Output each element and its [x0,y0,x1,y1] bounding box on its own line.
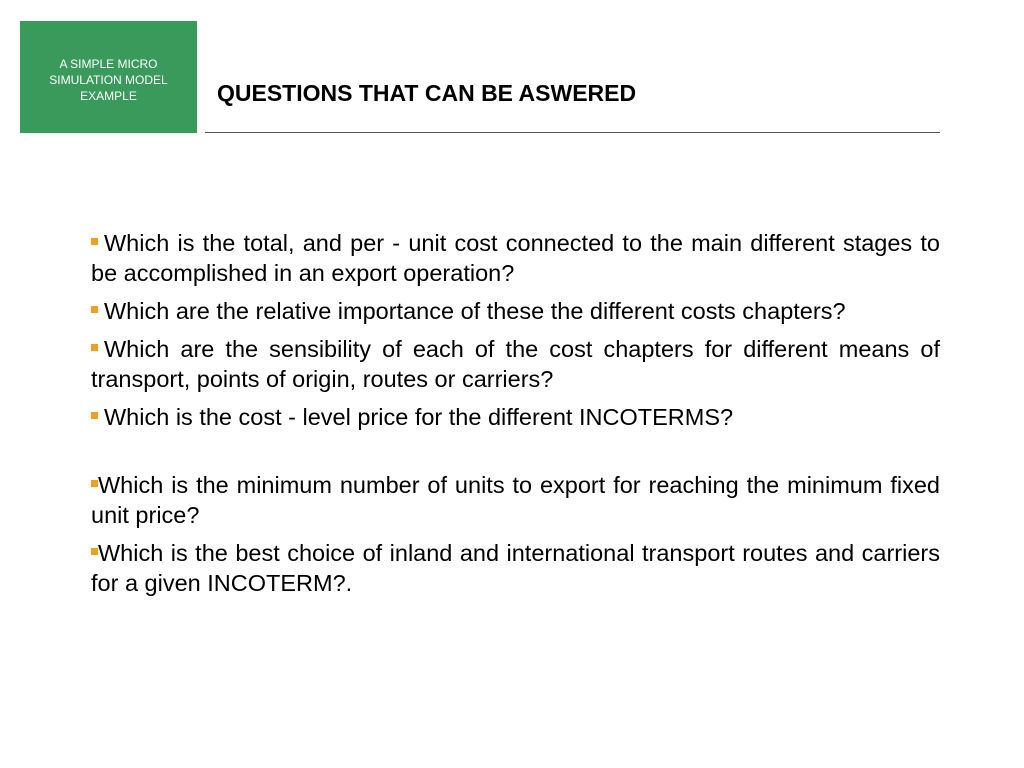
orange-square-bullet-icon [91,306,98,313]
question-text: Which is the best choice of inland and international transport routes and carriers for a given INCOTERM?. [91,540,940,596]
question-item [91,470,940,530]
question-item [91,296,940,326]
question-item [91,402,940,432]
question-text: Which is the cost - level price for the different INCOTERMS? [104,404,734,430]
question-text: Which are the sensibility of each of the cost chapters for different means of transport, points of origin, routes or carriers? [91,336,940,392]
question-text: Which is the total, and per - unit cost connected to the main different stages to be accomplished in an export operation? [91,230,940,286]
section-header-box [20,21,197,133]
slide-title: QUESTIONS THAT CAN BE ASWERED [217,80,637,106]
question-text: Which is the minimum number of units to export for reaching the minimum fixed unit price? [91,472,940,528]
question-text: Which are the relative importance of these the different costs chapters? [104,298,846,324]
orange-square-bullet-icon [91,412,98,419]
question-item [91,538,940,598]
question-list [91,228,940,606]
title-divider [205,132,940,133]
question-item [91,334,940,394]
orange-square-bullet-icon [91,344,98,351]
orange-square-bullet-icon [91,480,98,487]
orange-square-bullet-icon [91,238,98,245]
orange-square-bullet-icon [91,548,98,555]
section-header-label: A SIMPLE MICRO SIMULATION MODEL EXAMPLE [49,57,168,103]
question-item [91,228,940,288]
